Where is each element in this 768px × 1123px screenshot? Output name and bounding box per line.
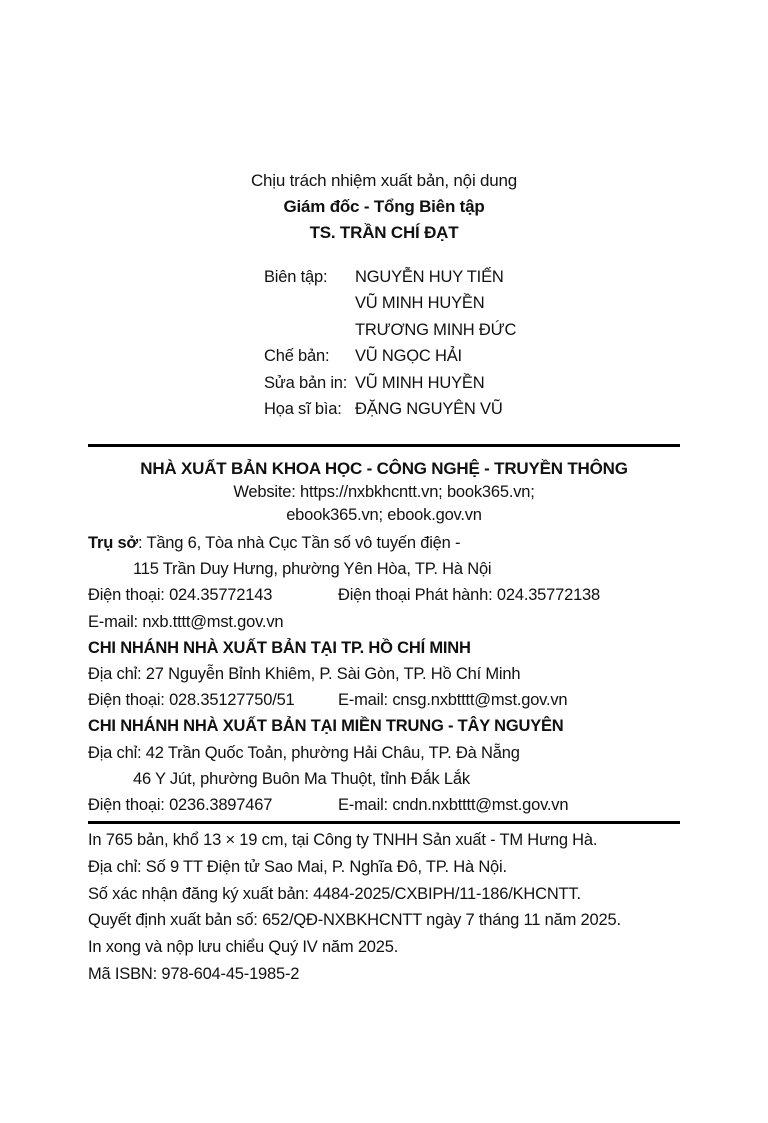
publisher-website-line1: Website: https://nxbkhcntt.vn; book365.vn; (233, 482, 535, 501)
branch-hcm-address: Địa chỉ: 27 Nguyễn Bỉnh Khiêm, P. Sài Gòn, TP. Hồ Chí Minh (88, 665, 521, 684)
staff-row-cover-artist (264, 400, 516, 426)
director-name: TS. TRẦN CHÍ ĐẠT (309, 223, 459, 242)
staff-label: Sửa bản in: (264, 373, 348, 392)
staff-credits (264, 268, 516, 426)
divider-bottom (88, 821, 680, 824)
responsibility-line: Chịu trách nhiệm xuất bản, nội dung (250, 171, 518, 190)
staff-label: Họa sĩ bìa: (264, 399, 342, 418)
branch-central-contact-row (88, 792, 680, 818)
hq-phone: Điện thoại: 024.35772143 (88, 586, 273, 605)
branch-hcm-email: E-mail: cnsg.nxbtttt@mst.gov.vn (338, 691, 568, 710)
staff-value: ĐẶNG NGUYÊN VŨ (355, 399, 503, 418)
responsibility-block (88, 168, 680, 246)
director-title: Giám đốc - Tổng Biên tập (283, 197, 485, 216)
branch-hcm-contact-row (88, 687, 680, 713)
staff-value: NGUYỄN HUY TIẾN (355, 268, 504, 286)
branch-central-title: CHI NHÁNH NHÀ XUẤT BẢN TẠI MIỀN TRUNG - TÂY NGUYÊN (88, 717, 564, 736)
staff-label: Chế bản: (264, 347, 330, 366)
print-run-line: In 765 bản, khổ 13 × 19 cm, tại Công ty TNHH Sản xuất - TM Hưng Hà. (88, 831, 598, 849)
staff-row-editor-1 (264, 268, 516, 294)
contact-block (88, 530, 680, 818)
publisher-header (88, 457, 680, 528)
staff-row-editor-2 (264, 294, 516, 320)
printing-info-block (88, 827, 680, 988)
hq-email: E-mail: nxb.tttt@mst.gov.vn (88, 612, 284, 631)
branch-central-address-line2: 46 Y Jút, phường Buôn Ma Thuột, tỉnh Đắk Lắk (133, 769, 470, 788)
hq-address-line2: 115 Trần Duy Hưng, phường Yên Hòa, TP. Hà Nội (133, 560, 492, 579)
staff-row-editor-3 (264, 321, 516, 347)
hq-address-text: : Tầng 6, Tòa nhà Cục Tần số vô tuyến điện - (137, 534, 461, 552)
branch-hcm-title: CHI NHÁNH NHÀ XUẤT BẢN TẠI TP. HỒ CHÍ MINH (88, 638, 471, 657)
deposit-line: In xong và nộp lưu chiểu Quý IV năm 2025. (88, 938, 399, 957)
hq-address-line1 (88, 530, 680, 556)
hq-label: Trụ sở (88, 534, 138, 552)
content-column (88, 0, 680, 1123)
branch-central-email: E-mail: cndn.nxbtttt@mst.gov.vn (338, 796, 569, 815)
hq-phone-sales: Điện thoại Phát hành: 024.35772138 (338, 586, 601, 605)
isbn-line: Mã ISBN: 978-604-45-1985-2 (88, 964, 300, 983)
staff-value: VŨ MINH HUYỀN (355, 294, 485, 313)
publisher-name: NHÀ XUẤT BẢN KHOA HỌC - CÔNG NGHỆ - TRUYỀN THÔNG (140, 459, 628, 478)
divider-top (88, 444, 680, 447)
hq-phone-row (88, 582, 680, 608)
branch-hcm-phone: Điện thoại: 028.35127750/51 (88, 691, 295, 710)
branch-central-address-line1: Địa chỉ: 42 Trần Quốc Toản, phường Hải Châu, TP. Đà Nẵng (88, 743, 520, 762)
staff-row-proofreader (264, 374, 516, 400)
staff-value: TRƯƠNG MINH ĐỨC (355, 320, 517, 339)
staff-label: Biên tập: (264, 268, 328, 286)
staff-value: VŨ NGỌC HẢI (355, 347, 462, 366)
staff-value: VŨ MINH HUYỀN (355, 373, 485, 392)
printer-address-line: Địa chỉ: Số 9 TT Điện tử Sao Mai, P. Nghĩa Đô, TP. Hà Nội. (88, 857, 507, 876)
staff-row-typesetter (264, 347, 516, 373)
branch-central-phone: Điện thoại: 0236.3897467 (88, 796, 273, 815)
publisher-website-line2: ebook365.vn; ebook.gov.vn (286, 506, 482, 524)
registration-number-line: Số xác nhận đăng ký xuất bản: 4484-2025/CXBIPH/11-186/KHCNTT. (88, 884, 581, 903)
publishing-decision-line: Quyết định xuất bản số: 652/QĐ-NXBKHCNTT ngày 7 tháng 11 năm 2025. (88, 911, 621, 930)
